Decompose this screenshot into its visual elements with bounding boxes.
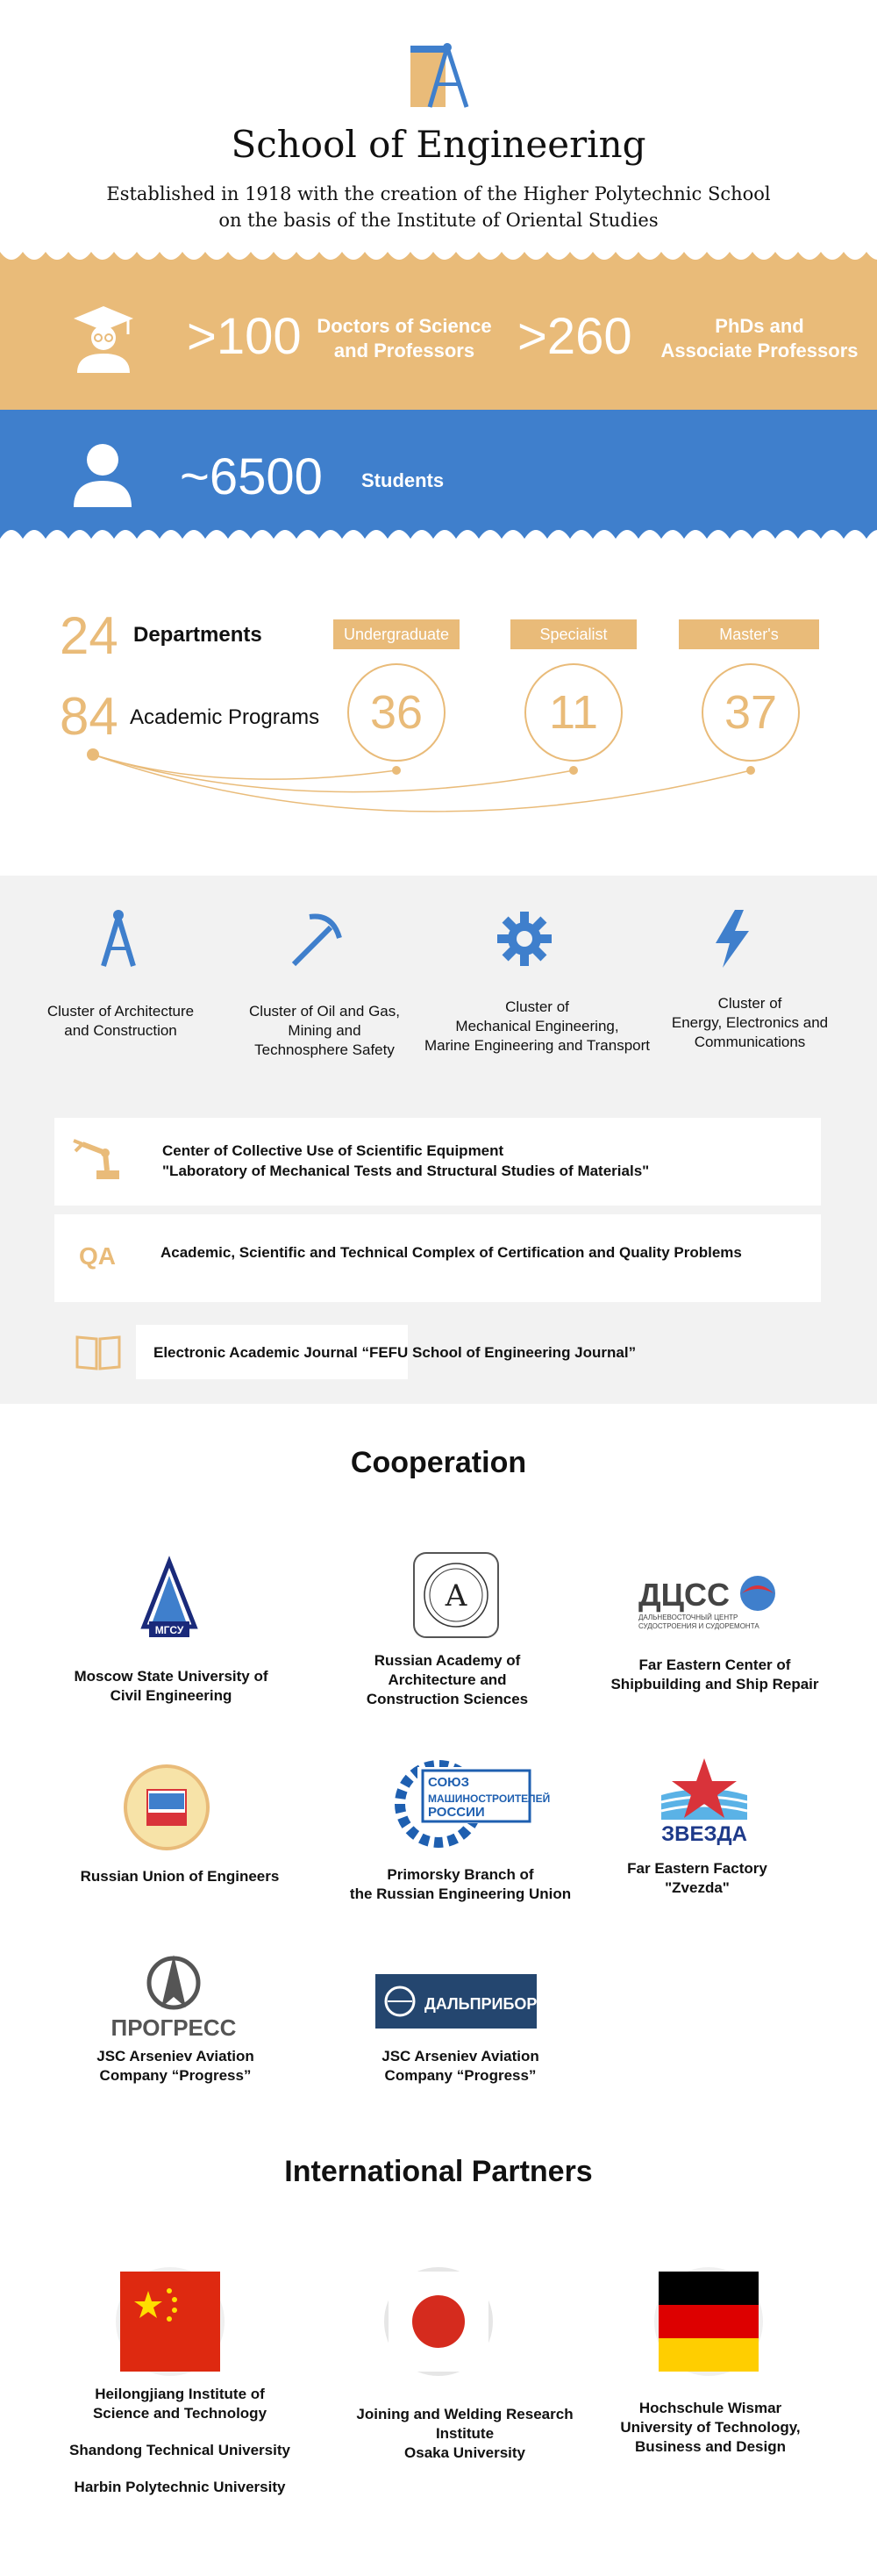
partner-label-line: JSC Arseniev Aviation	[96, 2048, 254, 2064]
partner-label-union-engineers	[35, 1867, 324, 1886]
header	[0, 0, 877, 254]
partner-label-china	[44, 2385, 316, 2497]
gear-icon	[494, 908, 555, 970]
phds-label-line: PhDs and	[715, 315, 804, 337]
partner-label-line: Far Eastern Factory	[627, 1860, 767, 1877]
doctors-label	[303, 314, 506, 363]
compass-icon	[88, 908, 149, 970]
level-label-undergraduate: Undergraduate	[333, 619, 460, 649]
partner-label-line: Harbin Polytechnic University	[74, 2479, 286, 2495]
cluster-label-energy	[653, 994, 846, 1052]
partner-label-line: University of Technology,	[620, 2419, 801, 2436]
japan-flag-icon	[384, 2267, 493, 2376]
partner-label-germany	[579, 2399, 842, 2457]
partner-label-line: Science and Technology	[92, 2405, 267, 2422]
dcss-logo	[637, 1571, 781, 1635]
doctors-label-line: and Professors	[333, 340, 475, 361]
partner-label-line: Business and Design	[635, 2438, 786, 2455]
mgsu-logo-text: МГСУ	[154, 1624, 184, 1636]
phds-label	[647, 314, 872, 363]
school-logo-icon	[403, 39, 477, 112]
person-icon	[72, 439, 133, 509]
programs-count: 84	[60, 687, 118, 746]
qa-center-text: Academic, Scientific and Technical Complex of Certification and Quality Problems	[160, 1244, 742, 1261]
partner-label-line: the Russian Engineering Union	[349, 1885, 572, 1902]
lab-center-text	[162, 1141, 811, 1181]
level-count-masters: 37	[702, 663, 800, 762]
partner-label-line: "Zvezda"	[665, 1879, 730, 1896]
book-icon	[75, 1334, 121, 1370]
partner-label-mgsu	[35, 1667, 307, 1706]
subtitle-line: on the basis of the Institute of Oriental Studies	[218, 210, 659, 231]
pickaxe-icon	[285, 908, 346, 970]
partner-label-line: Architecture and	[388, 1671, 507, 1688]
subtitle-line: Established in 1918 with the creation of the Higher Polytechnic School	[106, 183, 771, 204]
partner-label-line: Shipbuilding and Ship Repair	[610, 1676, 819, 1692]
mgsu-logo	[140, 1553, 198, 1641]
dcss-logo-text: ДЦСС	[638, 1577, 730, 1613]
partner-label-line: Primorsky Branch of	[387, 1866, 534, 1883]
doctors-label-line: Doctors of Science	[317, 315, 492, 337]
connector-lines	[0, 737, 877, 834]
partner-label-machine-builders	[324, 1865, 596, 1904]
spacer	[44, 2460, 316, 2478]
page-title: School of Engineering	[231, 123, 646, 166]
lab-center-line: "Laboratory of Mechanical Tests and Structural Studies of Materials"	[162, 1163, 650, 1179]
phds-count: >260	[517, 308, 632, 365]
level-count-undergraduate: 36	[347, 663, 446, 762]
partner-label-line: Osaka University	[404, 2444, 525, 2461]
partner-label-japan	[324, 2405, 605, 2463]
partner-label-line: Hochschule Wismar	[638, 2400, 782, 2416]
partner-label-line: Moscow State University of	[74, 1668, 268, 1685]
partner-label-line: Company “Progress”	[384, 2067, 537, 2084]
phds-label-line: Associate Professors	[660, 340, 859, 361]
dalpribor-logo	[375, 1974, 537, 2029]
machine-builders-logo-text: РОССИИ	[428, 1805, 485, 1820]
partner-label-line: Institute	[435, 2425, 495, 2442]
partner-label-line: Russian Union of Engineers	[80, 1868, 280, 1885]
partner-label-line: Company “Progress”	[99, 2067, 252, 2084]
cluster-label-line: Communications	[694, 1034, 806, 1050]
cluster-label-line: Cluster of	[505, 998, 569, 1015]
level-count-specialist: 11	[524, 663, 623, 762]
machine-builders-logo	[393, 1758, 551, 1850]
departments-label: Departments	[133, 623, 262, 647]
wave-decoration	[0, 526, 877, 551]
cluster-label-line: Mining and	[288, 1022, 361, 1039]
partner-label-line: Civil Engineering	[110, 1687, 232, 1704]
cluster-label-line: Technosphere Safety	[254, 1041, 395, 1058]
machine-builders-logo-text: СОЮЗ	[428, 1775, 469, 1790]
partner-label-line: Heilongjiang Institute of	[95, 2386, 265, 2402]
partner-label-line: JSC Arseniev Aviation	[381, 2048, 539, 2064]
students-label: Students	[361, 469, 445, 491]
cluster-label-line: and Construction	[64, 1022, 177, 1039]
cluster-label-line: Cluster of	[717, 995, 782, 1012]
dalpribor-logo-text: ДАЛЬПРИБОР	[424, 1995, 538, 2013]
programs-label: Academic Programs	[130, 705, 320, 729]
students-count: ~6500	[180, 448, 323, 505]
international-heading: International Partners	[284, 2155, 593, 2188]
partner-label-dcss	[583, 1656, 846, 1694]
dcss-logo-sub: СУДОСТРОЕНИЯ И СУДОРЕМОНТА	[638, 1622, 759, 1630]
partner-label-line: Shandong Technical University	[69, 2442, 290, 2458]
cluster-label-line: Marine Engineering and Transport	[424, 1037, 651, 1054]
partner-label-line: Far Eastern Center of	[638, 1657, 791, 1673]
zvezda-logo	[656, 1757, 752, 1846]
graduate-icon	[72, 303, 135, 373]
cluster-label-line: Mechanical Engineering,	[455, 1018, 619, 1034]
cluster-label-mechanical	[412, 998, 662, 1055]
partner-label-progress	[44, 2047, 307, 2086]
doctors-count: >100	[187, 308, 302, 365]
journal-text: Electronic Academic Journal “FEFU School of Engineering Journal”	[153, 1344, 637, 1361]
raasn-logo-letter: A	[445, 1578, 467, 1614]
union-engineers-logo	[123, 1764, 210, 1851]
cooperation-heading: Cooperation	[350, 1446, 527, 1479]
cluster-label-line: Energy, Electronics and	[671, 1014, 829, 1031]
spacer	[44, 2423, 316, 2441]
level-label-specialist: Specialist	[510, 619, 637, 649]
progress-logo-text: ПРОГРЕСС	[111, 2014, 237, 2041]
departments-count: 24	[60, 606, 118, 665]
cluster-label-architecture	[18, 1002, 224, 1041]
robot-arm-icon	[70, 1137, 123, 1181]
dcss-logo-sub: ДАЛЬНЕВОСТОЧНЫЙ ЦЕНТР	[638, 1614, 738, 1621]
machine-builders-logo-text: МАШИНОСТРОИТЕЛЕЙ	[428, 1792, 551, 1805]
cluster-label-oil-gas	[219, 1002, 430, 1060]
china-flag-icon	[116, 2267, 225, 2376]
germany-flag-icon	[654, 2267, 763, 2376]
progress-logo	[103, 1953, 244, 2043]
partner-label-line: Joining and Welding Research	[356, 2406, 574, 2422]
level-label-masters: Master's	[679, 619, 819, 649]
zvezda-logo-text: ЗВЕЗДА	[661, 1822, 747, 1846]
raasn-logo	[410, 1549, 502, 1641]
cluster-label-line: Cluster of Architecture	[46, 1003, 195, 1020]
cluster-label-line: Cluster of Oil and Gas,	[249, 1003, 400, 1020]
partner-label-raasn	[320, 1651, 574, 1709]
partner-label-dalpribor	[324, 2047, 596, 2086]
qa-badge: QA	[79, 1242, 116, 1270]
partner-label-zvezda	[570, 1859, 824, 1898]
wave-decoration	[0, 248, 877, 268]
lab-center-line: Center of Collective Use of Scientific Equipment	[162, 1142, 504, 1159]
lightning-icon	[702, 908, 763, 970]
partner-label-line: Construction Sciences	[366, 1691, 529, 1707]
page-subtitle	[0, 181, 877, 233]
partner-label-line: Russian Academy of	[374, 1652, 521, 1669]
